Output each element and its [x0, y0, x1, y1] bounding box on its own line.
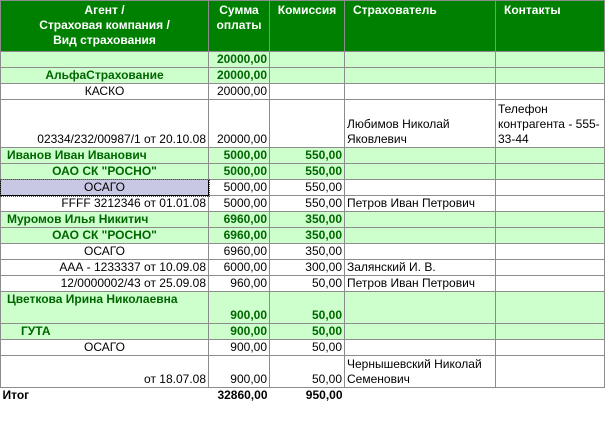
row-label[interactable]: КАСКО — [1, 84, 209, 100]
row-commission[interactable]: 50,00 — [270, 340, 345, 356]
row-label[interactable]: Цветкова Ирина Николаевна — [1, 292, 209, 324]
header-commission[interactable]: Комиссия — [270, 1, 345, 52]
row-insured[interactable] — [345, 84, 496, 100]
row-sum[interactable]: 900,00 — [209, 292, 270, 324]
row-insured[interactable] — [345, 164, 496, 180]
row-sum[interactable]: 900,00 — [209, 324, 270, 340]
row-label[interactable]: АльфаСтрахование — [1, 68, 209, 84]
row-label[interactable]: ОАО СК "РОСНО" — [1, 228, 209, 244]
header-sum-line-2: оплаты — [216, 18, 262, 32]
row-commission[interactable]: 350,00 — [270, 244, 345, 260]
row-insured[interactable] — [345, 228, 496, 244]
header-contacts[interactable]: Контакты — [496, 1, 605, 52]
row-contacts[interactable] — [496, 148, 605, 164]
row-sum[interactable]: 900,00 — [209, 340, 270, 356]
header-agent-line-3: Вид страхования — [53, 33, 156, 47]
header-row — [1, 1, 605, 52]
row-commission[interactable]: 550,00 — [270, 196, 345, 212]
table-row[interactable] — [1, 100, 605, 148]
row-insured[interactable]: Петров Иван Петрович — [345, 276, 496, 292]
row-contacts[interactable] — [496, 260, 605, 276]
row-label[interactable] — [1, 52, 209, 68]
total-empty-contacts — [496, 388, 605, 404]
row-insured[interactable] — [345, 292, 496, 324]
table-row[interactable] — [1, 84, 605, 100]
table-row[interactable] — [1, 196, 605, 212]
total-row — [1, 388, 605, 404]
row-contacts[interactable] — [496, 84, 605, 100]
table-row[interactable] — [1, 340, 605, 356]
row-contacts[interactable] — [496, 276, 605, 292]
row-commission[interactable]: 300,00 — [270, 260, 345, 276]
table-row[interactable] — [1, 52, 605, 68]
total-label: Итог — [1, 388, 209, 404]
row-commission[interactable]: 50,00 — [270, 276, 345, 292]
row-label[interactable]: 02334/232/00987/1 от 20.10.08 — [1, 100, 209, 148]
total-commission: 950,00 — [270, 388, 345, 404]
row-label[interactable]: от 18.07.08 — [1, 356, 209, 388]
row-commission[interactable]: 50,00 — [270, 292, 345, 324]
row-contacts[interactable]: Телефон контрагента - 555-33-44 — [496, 100, 605, 148]
row-contacts[interactable] — [496, 196, 605, 212]
row-contacts[interactable] — [496, 244, 605, 260]
row-sum[interactable]: 6960,00 — [209, 244, 270, 260]
row-insured[interactable] — [345, 68, 496, 84]
row-commission[interactable]: 350,00 — [270, 228, 345, 244]
row-commission[interactable]: 550,00 — [270, 148, 345, 164]
row-contacts[interactable] — [496, 324, 605, 340]
row-label[interactable]: 12/0000002/43 от 25.09.08 — [1, 276, 209, 292]
row-commission[interactable] — [270, 68, 345, 84]
row-sum[interactable]: 20000,00 — [209, 84, 270, 100]
row-insured[interactable] — [345, 244, 496, 260]
row-contacts[interactable] — [496, 180, 605, 196]
row-insured[interactable] — [345, 340, 496, 356]
total-sum: 32860,00 — [209, 388, 270, 404]
table-row[interactable] — [1, 244, 605, 260]
row-contacts[interactable] — [496, 292, 605, 324]
table-row[interactable] — [1, 276, 605, 292]
row-commission[interactable]: 50,00 — [270, 324, 345, 340]
table-row[interactable] — [1, 148, 605, 164]
row-insured[interactable]: Чернышевский Николай Семенович — [345, 356, 496, 388]
total-empty-insured — [345, 388, 496, 404]
table-row[interactable] — [1, 260, 605, 276]
row-label[interactable]: ОСАГО — [1, 244, 209, 260]
header-agent[interactable] — [1, 1, 209, 52]
row-sum[interactable]: 20000,00 — [209, 52, 270, 68]
row-commission[interactable] — [270, 52, 345, 68]
row-commission[interactable]: 350,00 — [270, 212, 345, 228]
row-sum[interactable]: 5000,00 — [209, 148, 270, 164]
row-label[interactable]: ААА - 1233337 от 10.09.08 — [1, 260, 209, 276]
row-commission[interactable] — [270, 100, 345, 148]
row-insured[interactable] — [345, 212, 496, 228]
row-sum[interactable]: 5000,00 — [209, 164, 270, 180]
row-insured[interactable]: Петров Иван Петрович — [345, 196, 496, 212]
row-insured[interactable]: Залянский И. В. — [345, 260, 496, 276]
row-label-selected-cell[interactable]: ОСАГО — [1, 180, 209, 196]
row-insured[interactable] — [345, 52, 496, 68]
row-contacts[interactable] — [496, 228, 605, 244]
row-sum[interactable]: 6000,00 — [209, 260, 270, 276]
table-row[interactable] — [1, 292, 605, 324]
table-row[interactable] — [1, 212, 605, 228]
row-sum[interactable]: 5000,00 — [209, 180, 270, 196]
row-sum[interactable]: 20000,00 — [209, 68, 270, 84]
row-sum[interactable]: 20000,00 — [209, 100, 270, 148]
row-label[interactable]: Иванов Иван Иванович — [1, 148, 209, 164]
table-row[interactable] — [1, 164, 605, 180]
row-label[interactable]: ГУТА — [1, 324, 209, 340]
table-row[interactable] — [1, 356, 605, 388]
row-commission[interactable]: 550,00 — [270, 164, 345, 180]
row-insured[interactable] — [345, 180, 496, 196]
row-label[interactable]: Муромов Илья Никитич — [1, 212, 209, 228]
row-insured[interactable] — [345, 324, 496, 340]
table-row[interactable] — [1, 68, 605, 84]
header-agent-line-1: Агент / — [84, 3, 125, 17]
row-contacts[interactable] — [496, 212, 605, 228]
header-sum-line-1: Сумма — [219, 3, 259, 17]
header-insured[interactable]: Страхователь — [345, 1, 496, 52]
row-label[interactable]: FFFF 3212346 от 01.01.08 — [1, 196, 209, 212]
row-commission[interactable]: 550,00 — [270, 180, 345, 196]
row-commission[interactable] — [270, 84, 345, 100]
header-agent-line-2: Страховая компания / — [39, 18, 170, 32]
row-contacts[interactable] — [496, 68, 605, 84]
header-sum[interactable] — [209, 1, 270, 52]
row-insured[interactable]: Любимов Николай Яковлевич — [345, 100, 496, 148]
row-sum[interactable]: 6960,00 — [209, 228, 270, 244]
row-sum[interactable]: 6960,00 — [209, 212, 270, 228]
row-sum[interactable]: 5000,00 — [209, 196, 270, 212]
table-row-selected[interactable] — [1, 180, 605, 196]
row-contacts[interactable] — [496, 356, 605, 388]
row-insured[interactable] — [345, 148, 496, 164]
row-contacts[interactable] — [496, 52, 605, 68]
table-row[interactable] — [1, 228, 605, 244]
row-sum[interactable]: 960,00 — [209, 276, 270, 292]
row-label[interactable]: ОАО СК "РОСНО" — [1, 164, 209, 180]
row-label[interactable]: ОСАГО — [1, 340, 209, 356]
row-commission[interactable]: 50,00 — [270, 356, 345, 388]
table-row[interactable] — [1, 324, 605, 340]
row-contacts[interactable] — [496, 340, 605, 356]
row-sum[interactable]: 900,00 — [209, 356, 270, 388]
row-contacts[interactable] — [496, 164, 605, 180]
